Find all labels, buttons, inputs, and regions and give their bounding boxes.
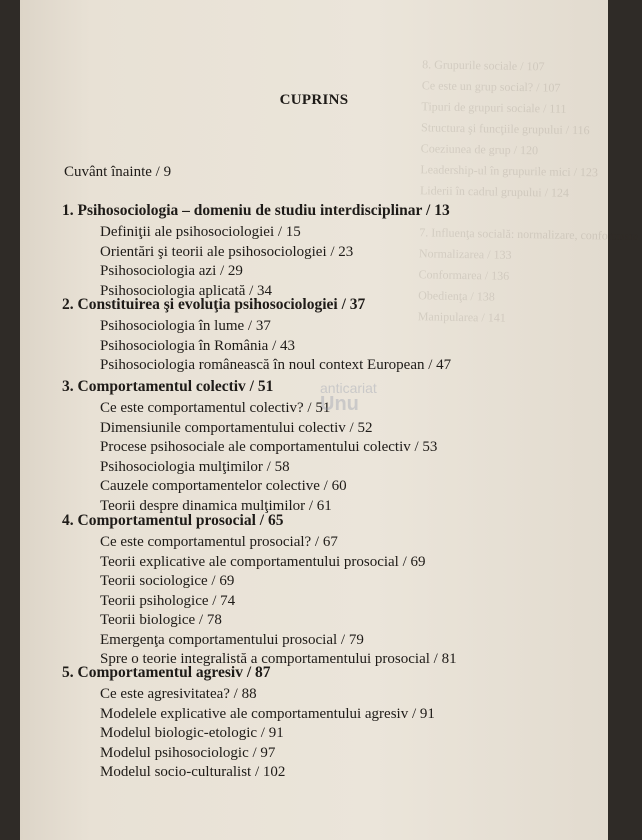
toc-item: Psihosociologia românească în noul context European / 47 xyxy=(100,357,452,373)
chapter-title: 1. Psihosociologia – domeniu de studiu interdisciplinar / 13 xyxy=(62,202,450,219)
toc-item: Modelele explicative ale comportamentului agresiv / 91 xyxy=(100,705,435,722)
toc-item: Modelul biologic-etologic / 91 xyxy=(100,725,284,741)
toc-chapter-3 xyxy=(62,378,437,517)
toc-item: Modelul socio-culturalist / 102 xyxy=(100,764,286,780)
watermark-line: anticariat xyxy=(320,380,377,396)
toc-item: Teorii sociologice / 69 xyxy=(100,573,235,589)
toc-item: Psihosociologia azi / 29 xyxy=(100,263,243,279)
toc-item: Psihosociologia în România / 43 xyxy=(100,337,295,354)
toc-item: Teorii explicative ale comportamentului prosocial / 69 xyxy=(100,553,426,570)
chapter-title: 4. Comportamentul prosocial / 65 xyxy=(62,512,284,529)
toc-chapter-2 xyxy=(62,296,451,377)
toc-item: Ce este comportamentul prosocial? / 67 xyxy=(100,534,338,550)
toc-item: Teorii psihologice / 74 xyxy=(100,592,236,609)
toc-item: Psihosociologia mulţimilor / 58 xyxy=(100,458,290,475)
toc-chapter-5 xyxy=(62,664,435,784)
bleed-through-text: 8. Grupurile sociale / 107 Ce este un grup social? / 107 Tipuri de grupuri sociale / 111 Structura şi funcţiile grupului / 116 Coeziunea de grup / 120 Leadership-ul în grupurile mici / 123 Liderii în cadrul grupului / 124 7. Influenţa socială: normalizare, conformism Normalizarea / 133 Conformarea / 136 Obedienţa / 138 Manipularea / 141 xyxy=(417,57,639,325)
toc-item: Ce este comportamentul colectiv? / 51 xyxy=(100,400,331,416)
toc-intro: Cuvânt înainte / 9 xyxy=(64,164,172,180)
toc-item: Teorii despre dinamica mulţimilor / 61 xyxy=(100,497,332,514)
toc-item: Modelul psihosociologic / 97 xyxy=(100,744,276,761)
watermark-line: Unu xyxy=(320,393,359,415)
toc-item: Dimensiunile comportamentului colectiv / 52 xyxy=(100,419,373,436)
toc-chapter-4 xyxy=(62,512,457,671)
toc-item: Procese psihosociale ale comportamentului colectiv / 53 xyxy=(100,439,438,455)
toc-item: Teorii biologice / 78 xyxy=(100,612,222,628)
toc-item: Spre o teorie integralistă a comportamentului prosocial / 81 xyxy=(100,651,457,667)
page-title: CUPRINS xyxy=(279,92,349,108)
book-page xyxy=(20,0,639,840)
toc-item: Psihosociologia aplicată / 34 xyxy=(100,282,273,299)
toc-item: Ce este agresivitatea? / 88 xyxy=(100,686,257,702)
chapter-title: 5. Comportamentul agresiv / 87 xyxy=(62,664,271,681)
toc-item: Orientări şi teorii ale psihosociologiei / 23 xyxy=(100,243,354,260)
watermark xyxy=(320,380,377,415)
chapter-title: 2. Constituirea şi evoluţia psihosociologiei / 37 xyxy=(62,296,366,313)
toc-chapter-1 xyxy=(62,202,450,302)
toc-item: Definiţii ale psihosociologiei / 15 xyxy=(100,224,301,240)
chapter-title: 3. Comportamentul colectiv / 51 xyxy=(62,378,274,395)
toc-item: Psihosociologia în lume / 37 xyxy=(100,318,271,334)
toc-item: Cauzele comportamentelor colective / 60 xyxy=(100,478,347,494)
toc-item: Emergenţa comportamentului prosocial / 79 xyxy=(100,631,364,648)
